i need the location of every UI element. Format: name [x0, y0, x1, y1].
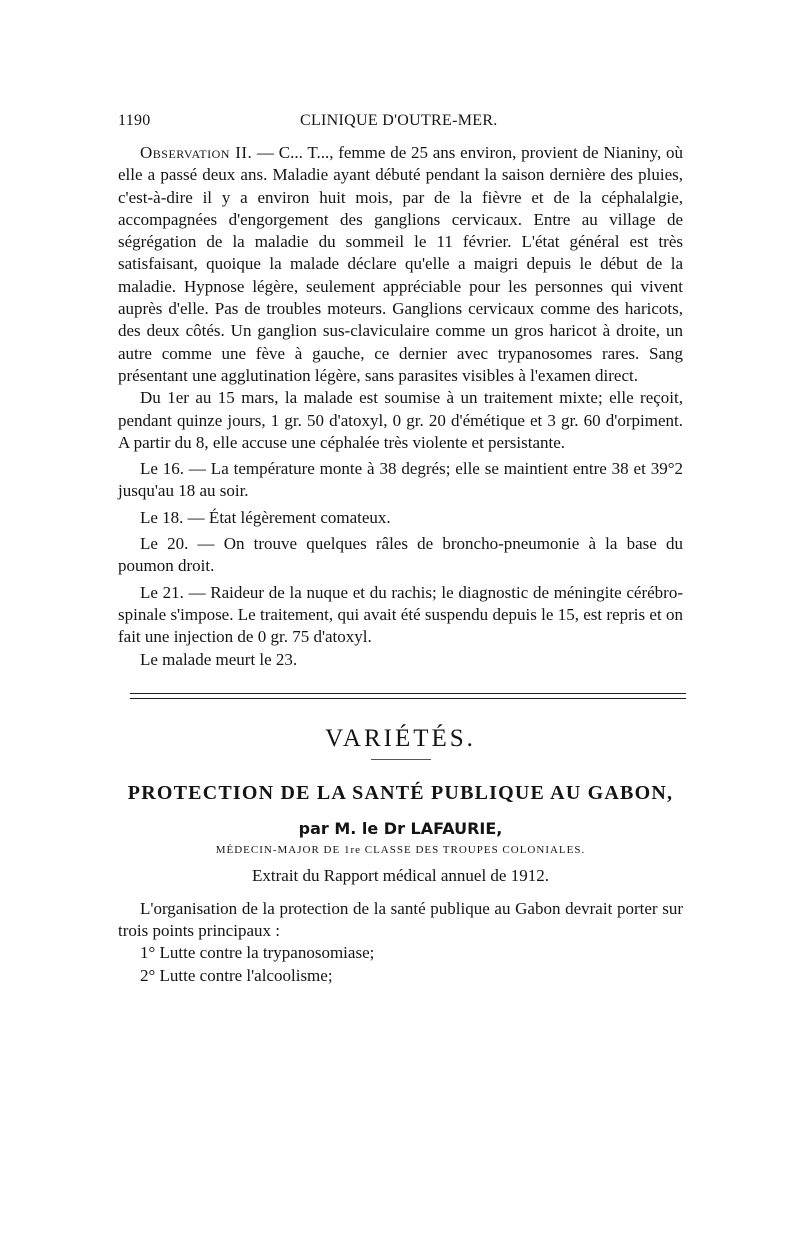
observation-paragraph: Du 1er au 15 mars, la malade est soumise à un traitement mixte; elle reçoit, pendant quinze jours, 1 gr. 50 d'atoxyl, 0 gr. 20 d'émétique et 3 gr. 60 d'orpiment. A partir du 8, elle accuse une céphalée très violente et persistante.: [118, 388, 683, 452]
observation-paragraph: Le 16. — La température monte à 38 degrés; elle se maintient entre 38 et 39°2 jusqu'au 18 au soir.: [118, 459, 683, 501]
section-divider: [130, 693, 686, 699]
observation-paragraph: Le malade meurt le 23.: [140, 649, 298, 669]
running-header: [118, 112, 683, 142]
title-underline: [371, 759, 431, 760]
article-excerpt-note: Extrait du Rapport médical annuel de 1912.: [252, 865, 549, 885]
observation-paragraph: Le 21. — Raideur de la nuque et du rachis; le diagnostic de méningite cérébro-spinale s'impose. Le traitement, qui avait été suspendu depuis le 15, est repris et on fait une injection de 0 gr. 75 d'atoxyl.: [118, 582, 683, 647]
section-title: VARIÉTÉS.: [325, 724, 476, 752]
observation-block: [118, 142, 683, 671]
running-title: CLINIQUE D'OUTRE-MER.: [300, 112, 498, 129]
list-item: 2° Lutte contre l'alcoolisme;: [140, 965, 333, 985]
article-body: [118, 898, 683, 987]
list-item: 1° Lutte contre la trypanosomiase;: [140, 943, 375, 963]
observation-paragraph: Le 20. — On trouve quelques râles de broncho-pneumonie à la base du poumon droit.: [118, 534, 683, 576]
page: [118, 112, 683, 987]
observation-label: Observation II.: [140, 143, 253, 162]
observation-paragraph: Observation II. — C... T..., femme de 25 ans environ, provient de Nianiny, où elle a passé deux ans. Maladie ayant débuté pendant la saison dernière des pluies, c'est-à-dire il y a environ huit mois, par de la fièvre et de la céphalalgie, accompagnées d'engorgement des ganglions cervicaux. Entre au village de ségrégation de la maladie du sommeil le 11 février. L'état général est très satisfaisant, quoique la malade déclare qu'elle a maigri depuis le début de la maladie. Hypnose légère, seulement appréciable pour les personnes qui vivent auprès d'elle. Pas de troubles moteurs. Ganglions cervicaux comme des haricots, des deux côtés. Un ganglion sus-claviculaire comme un gros haricot à droite, un autre comme une fève à gauche, ce dernier avec trypanosomes rares. Sang présentant une agglutination légère, sans parasites visibles à l'examen direct.: [118, 143, 684, 385]
article-byline: par M. le Dr LAFAURIE,: [298, 818, 503, 838]
author-rank: MÉDECIN-MAJOR DE 1re CLASSE DES TROUPES COLONIALES.: [215, 843, 586, 856]
article-intro: L'organisation de la protection de la santé publique au Gabon devrait porter sur trois points principaux :: [118, 898, 683, 941]
article-title: PROTECTION DE LA SANTÉ PUBLIQUE AU GABON,: [127, 781, 674, 804]
observation-paragraph: Le 18. — État légèrement comateux.: [140, 507, 391, 527]
page-number: 1190: [118, 112, 151, 129]
